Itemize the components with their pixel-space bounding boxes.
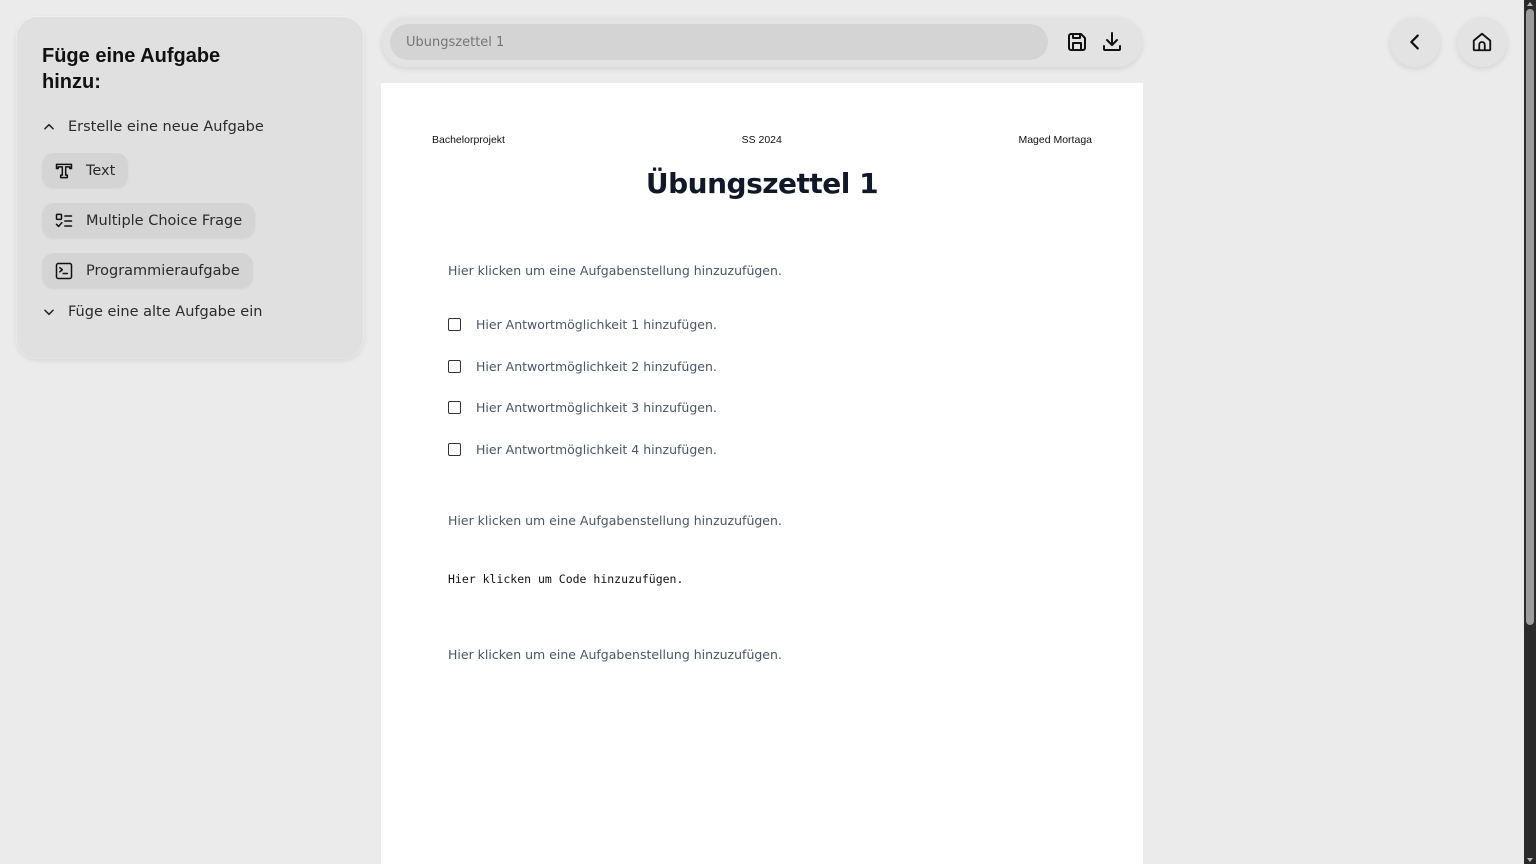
- download-button[interactable]: [1098, 28, 1126, 56]
- mc-option-label[interactable]: Hier Antwortmöglichkeit 2 hinzufügen.: [476, 359, 717, 374]
- mc-option[interactable]: [448, 400, 717, 415]
- task-type-list: [42, 153, 338, 288]
- scroll-up-arrow-icon[interactable]: [1527, 2, 1533, 6]
- task-description-placeholder[interactable]: Hier klicken um eine Aufgabenstellung hinzuzufügen.: [448, 513, 782, 528]
- home-icon: [1471, 31, 1493, 53]
- checklist-icon: [54, 211, 74, 231]
- checkbox[interactable]: [448, 360, 461, 373]
- task-description-placeholder[interactable]: Hier klicken um eine Aufgabenstellung hinzuzufügen.: [448, 647, 782, 662]
- document-title-input[interactable]: [390, 24, 1048, 60]
- panel-title: Füge eine Aufgabe hinzu:: [42, 45, 221, 93]
- home-button[interactable]: [1457, 17, 1507, 67]
- task-description-placeholder[interactable]: Hier klicken um eine Aufgabenstellung hinzuzufügen.: [448, 263, 782, 278]
- add-multiple-choice-label: Multiple Choice Frage: [86, 212, 243, 229]
- old-task-section-toggle[interactable]: [42, 300, 338, 324]
- add-programming-task-button[interactable]: [42, 253, 253, 288]
- header-author[interactable]: Maged Mortaga: [1018, 134, 1092, 146]
- header-course[interactable]: Bachelorprojekt: [432, 134, 505, 146]
- mc-option-label[interactable]: Hier Antwortmöglichkeit 4 hinzufügen.: [476, 442, 717, 457]
- mc-option[interactable]: [448, 359, 717, 374]
- document-title[interactable]: Übungszettel 1: [645, 167, 879, 200]
- document-page: [381, 83, 1143, 864]
- mc-option[interactable]: [448, 442, 717, 457]
- add-task-panel: [17, 17, 363, 358]
- checkbox[interactable]: [448, 401, 461, 414]
- page-header: [432, 134, 1092, 146]
- chevron-down-icon: [42, 305, 56, 319]
- terminal-icon: [54, 261, 74, 281]
- add-text-task-label: Text: [86, 162, 116, 179]
- old-task-section-label: Füge eine alte Aufgabe ein: [68, 304, 263, 320]
- checkbox[interactable]: [448, 443, 461, 456]
- text-type-icon: [54, 161, 74, 181]
- back-button[interactable]: [1390, 17, 1440, 67]
- new-task-section-toggle[interactable]: [42, 115, 338, 139]
- code-placeholder[interactable]: Hier klicken um Code hinzuzufügen.: [448, 572, 684, 586]
- checkbox[interactable]: [448, 318, 461, 331]
- scroll-down-arrow-icon[interactable]: [1527, 858, 1533, 862]
- mc-option[interactable]: [448, 317, 717, 332]
- save-button[interactable]: [1063, 28, 1091, 56]
- add-programming-task-label: Programmieraufgabe: [86, 262, 240, 279]
- scroll-thumb[interactable]: [1526, 9, 1534, 625]
- mc-option-label[interactable]: Hier Antwortmöglichkeit 3 hinzufügen.: [476, 400, 717, 415]
- mc-option-label[interactable]: Hier Antwortmöglichkeit 1 hinzufügen.: [476, 317, 717, 332]
- chevron-up-icon: [42, 120, 56, 134]
- document-toolbar: [382, 17, 1142, 67]
- new-task-section-label: Erstelle eine neue Aufgabe: [68, 119, 264, 135]
- add-text-task-button[interactable]: [42, 153, 128, 188]
- add-multiple-choice-button[interactable]: [42, 203, 255, 238]
- vertical-scrollbar[interactable]: [1524, 0, 1536, 864]
- save-icon: [1065, 30, 1089, 54]
- header-semester[interactable]: SS 2024: [741, 134, 782, 146]
- chevron-left-icon: [1404, 31, 1426, 53]
- download-icon: [1100, 30, 1124, 54]
